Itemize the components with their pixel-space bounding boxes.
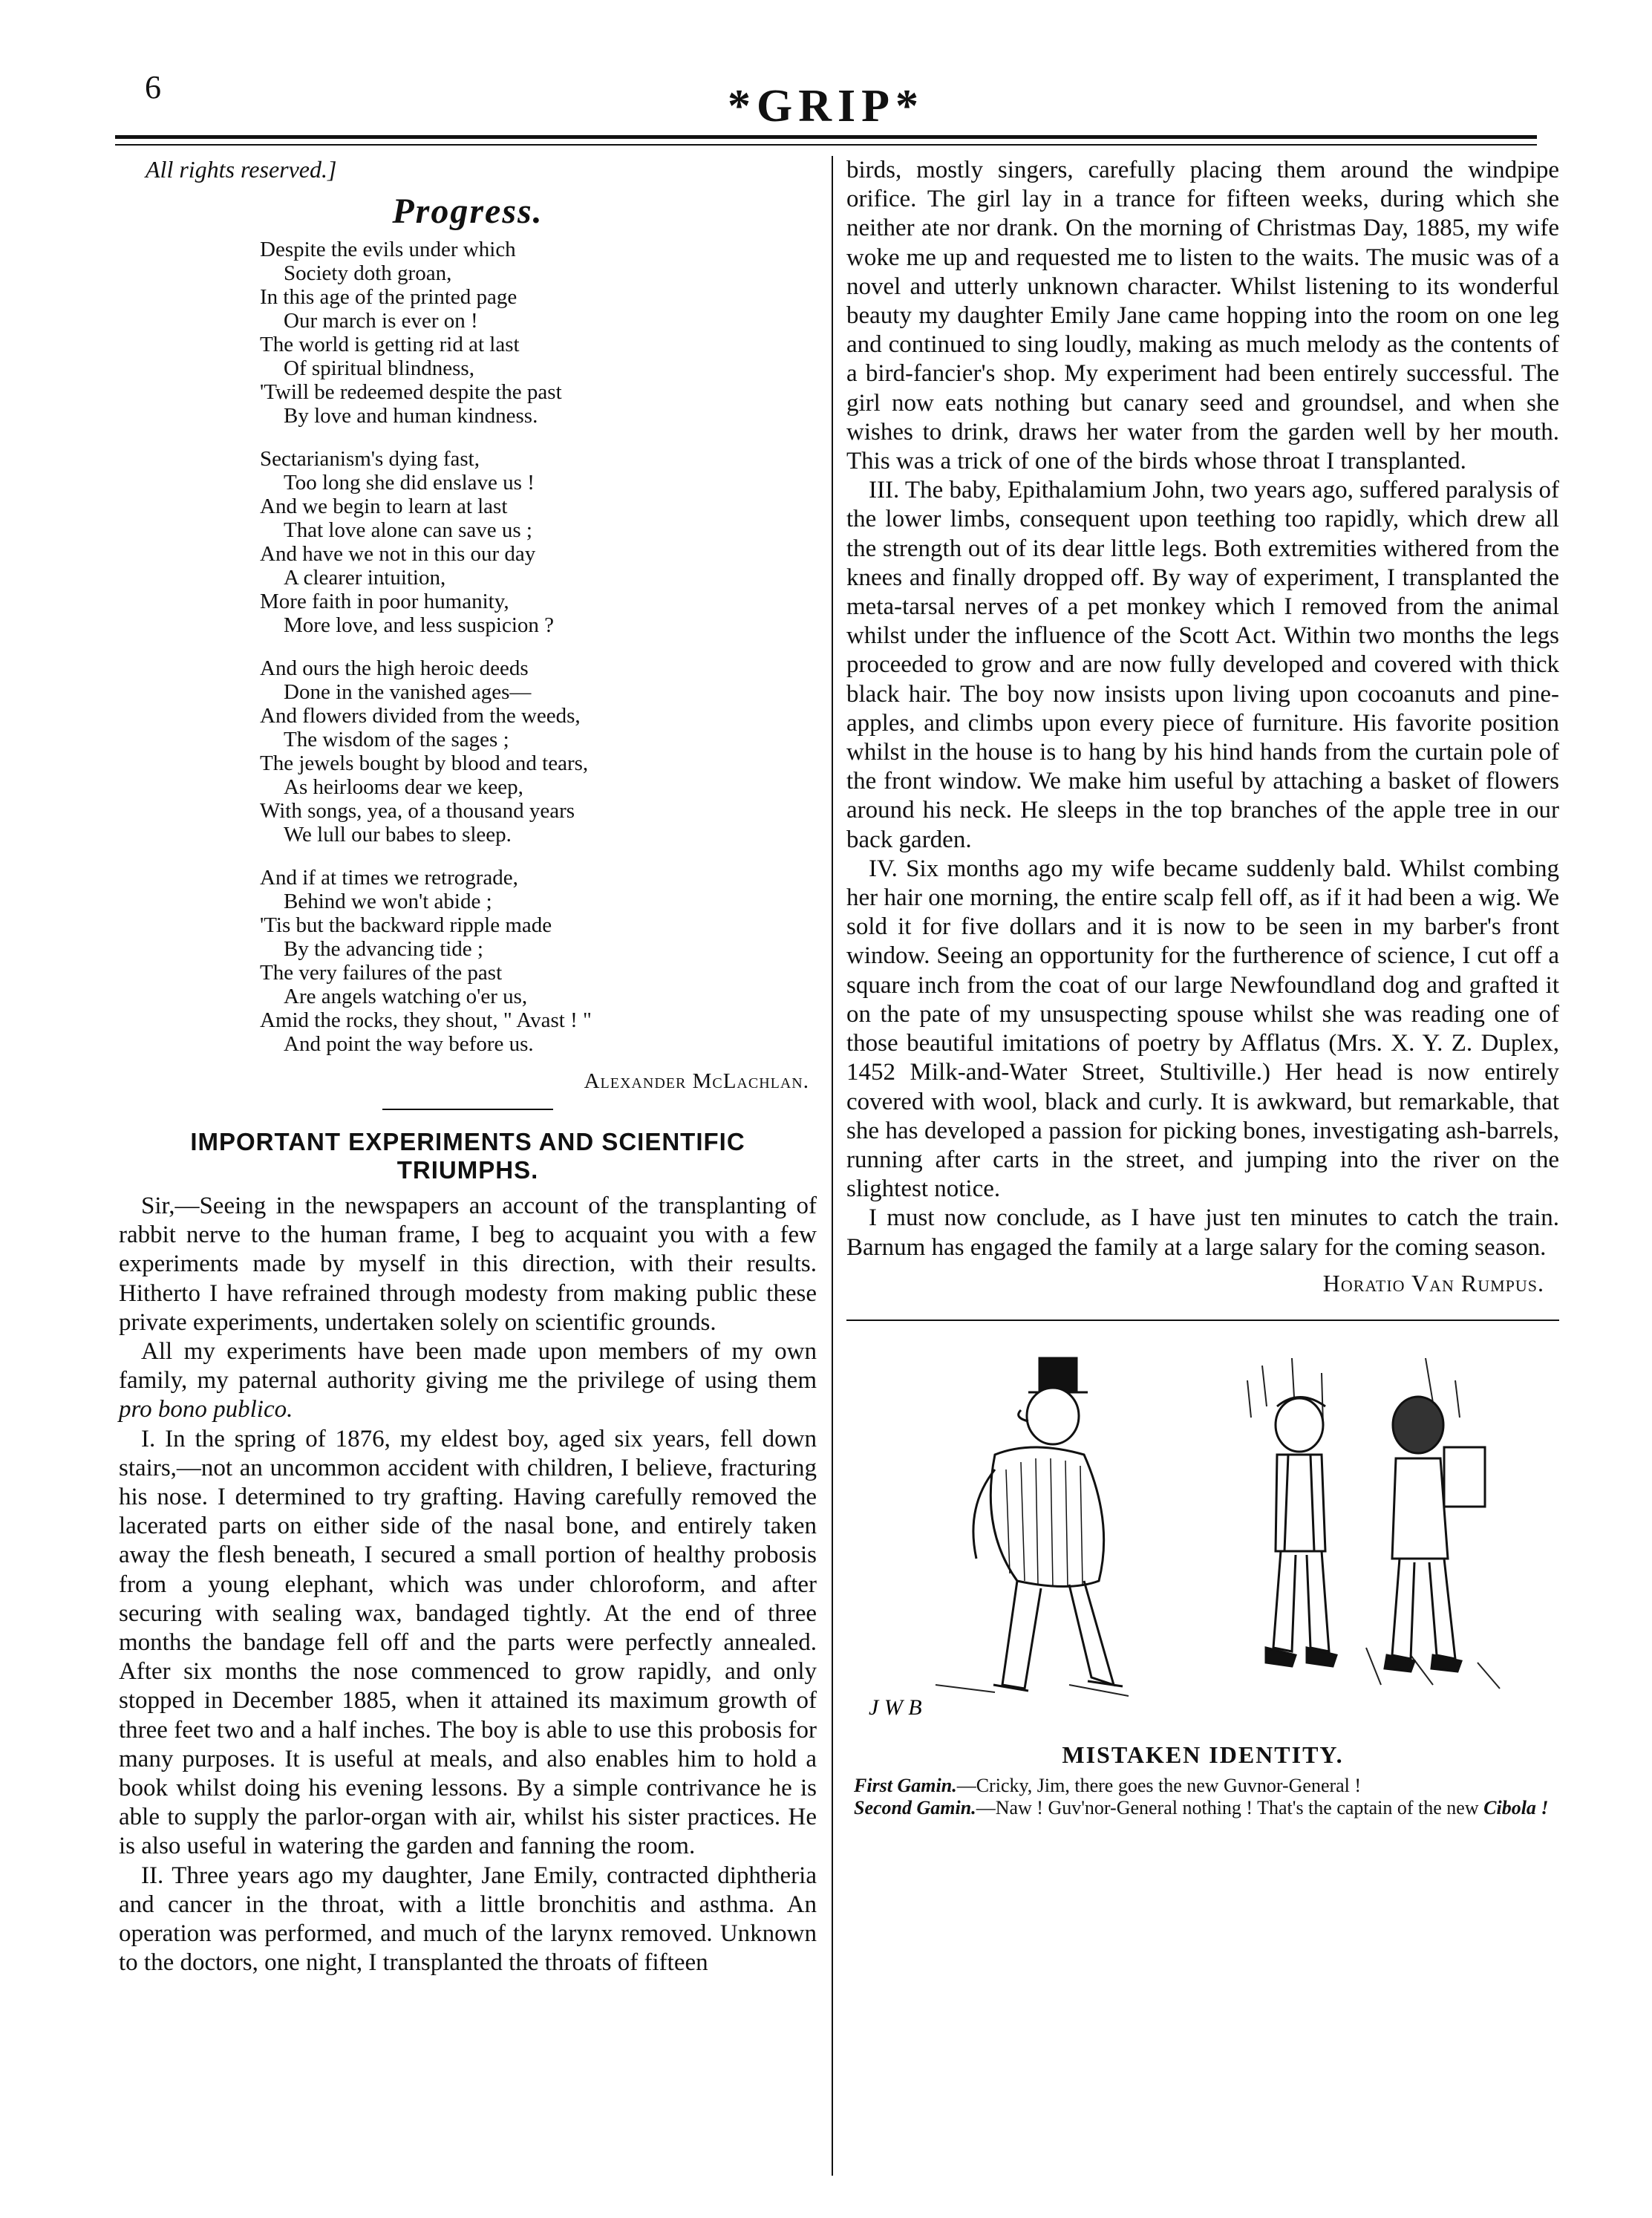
header-rule-thick — [115, 135, 1537, 139]
poem — [260, 238, 817, 1056]
poem-line: And have we not in this our day — [260, 542, 536, 566]
masthead: *GRIP* — [728, 81, 924, 131]
poem-line: The wisdom of the sages ; — [284, 728, 509, 751]
cartoon-drawing — [846, 1336, 1559, 1737]
poem-line: As heirlooms dear we keep, — [284, 775, 523, 799]
poem-line: A clearer intuition, — [284, 566, 446, 590]
poem-stanza — [260, 866, 817, 1056]
page-number: 6 — [145, 69, 161, 105]
section-divider — [382, 1109, 553, 1110]
poem-author: Alexander McLachlan. — [584, 1069, 809, 1093]
poem-line: Done in the vanished ages— — [284, 680, 532, 704]
article-body-right — [846, 156, 1559, 1262]
cartoon-divider — [846, 1320, 1559, 1321]
poem-line: We lull our babes to sleep. — [284, 823, 512, 847]
poem-line: Behind we won't abide ; — [284, 890, 492, 913]
poem-title: Progress. — [392, 192, 543, 231]
poem-stanza — [260, 447, 817, 637]
poem-line: In this age of the printed page — [260, 285, 518, 309]
poem-line: Are angels watching o'er us, — [284, 985, 528, 1008]
caption-line: —Naw ! Guv'nor-General nothing ! That's the captain of the new — [976, 1796, 1484, 1819]
poem-line: By the advancing tide ; — [284, 937, 483, 961]
article-body-left — [119, 1192, 817, 1977]
artist-signature: J W B — [869, 1695, 922, 1720]
poem-line: By love and human kindness. — [284, 404, 538, 428]
poem-line: The very failures of the past — [260, 961, 503, 985]
article-paragraph — [119, 1337, 817, 1425]
poem-line: Despite the evils under which — [260, 238, 516, 261]
cartoon-title: MISTAKEN IDENTITY. — [1062, 1741, 1344, 1768]
cartoon-caption — [854, 1775, 1552, 1819]
speaker-label: Second Gamin. — [854, 1796, 976, 1819]
poem-line: Our march is ever on ! — [284, 309, 478, 333]
poem-line: Society doth groan, — [284, 261, 452, 285]
poem-line: And point the way before us. — [284, 1032, 534, 1056]
poem-line: The world is getting rid at last — [260, 333, 520, 356]
poem-line: And we begin to learn at last — [260, 495, 508, 518]
poem-line: More faith in poor humanity, — [260, 590, 509, 613]
poem-line: The jewels bought by blood and tears, — [260, 751, 589, 775]
article-paragraph: IV. Six months ago my wife became suddenly bald. Whilst combing her hair one morning, the entire scalp fell off, as if it had been a wig. We sold it for five dollars and it is now to be seen in my barber's front window. Seeing an opportunity for the furtherence of science, I cut off a square inch from the coat of our large Newfoundland dog and grafted it on the pate of my unsuspecting spouse whilst she was reading one of those beautiful imitations of poetry by Afflatus (Mrs. X. Y. Z. Duplex, 1452 Milk-and-Water Street, Stultiville.) Her head is now entirely covered with wool, black and curly. It is awkward, but remarkable, that she has developed a passion for picking bones, investigating ash-barrels, running after carts in the street, and jumping into the river on the slightest notice. — [846, 855, 1559, 1203]
article-paragraph: Sir,—Seeing in the newspapers an account of the transplanting of rabbit nerve to the human frame, I beg to acquaint you with a few experiments made by myself in this direction, with their results. Hitherto I have refrained through modesty from making public these private experiments, undertaken solely on scientific grounds. — [119, 1193, 817, 1336]
article-paragraph: birds, mostly singers, carefully placing them around the windpipe orifice. The girl lay in a trance for fifteen weeks, during which she neither ate nor drank. On the morning of Christmas Day, 1885, my wife woke me up and requested me to listen to the waits. The music was of a novel and utterly unknown character. Whilst listening to its wonderful beauty my daughter Emily Jane came hopping into the room on one leg and continued to sing loudly, making as much melody as the contents of a bird-fancier's shop. My experiment had been entirely successful. The girl now eats nothing but canary seed and groundsel, and when she wishes to drink, draws her water from the garden well by her mouth. This was a trick of one of the birds whose throat I transplanted. — [846, 157, 1559, 475]
poem-line: More love, and less suspicion ? — [284, 613, 555, 637]
article-paragraph: II. Three years ago my daughter, Jane Emily, contracted diphtheria and cancer in the throat, with a little bronchitis and asthma. An operation was performed, and much of the larynx removed. Unknown to the doctors, one night, I transplanted the throats of fifteen — [119, 1862, 817, 1977]
poem-line: That love alone can save us ; — [284, 518, 532, 542]
cartoon-illustration — [846, 1336, 1559, 1737]
article-text: All my experiments have been made upon members of my own family, my paternal authority giving me the privilege of using them — [119, 1338, 817, 1395]
speaker-label: First Gamin. — [854, 1774, 957, 1796]
left-column — [119, 156, 817, 1977]
poem-line: And ours the high heroic deeds — [260, 656, 529, 680]
ship-name: Cibola ! — [1483, 1796, 1549, 1819]
poem-line: Sectarianism's dying fast, — [260, 447, 480, 471]
article-headline-line-2: TRIUMPHS. — [396, 1156, 539, 1184]
poem-line: With songs, yea, of a thousand years — [260, 799, 575, 823]
column-divider — [832, 156, 833, 2176]
poem-line: 'Tis but the backward ripple made — [260, 913, 552, 937]
article-headline-line-1: IMPORTANT EXPERIMENTS AND SCIENTIFIC — [190, 1128, 745, 1155]
article-paragraph: I must now conclude, as I have just ten minutes to catch the train. Barnum has engaged the family at a large salary for the coming season. — [846, 1204, 1559, 1261]
caption-line: —Cricky, Jim, there goes the new Guvnor-General ! — [956, 1774, 1362, 1796]
poem-line: Too long she did enslave us ! — [284, 471, 535, 495]
poem-stanza — [260, 656, 817, 847]
poem-line: Amid the rocks, they shout, " Avast ! " — [260, 1008, 592, 1032]
right-column — [846, 156, 1559, 1819]
header-rule-thin — [115, 144, 1537, 146]
poem-line: And flowers divided from the weeds, — [260, 704, 581, 728]
poem-line: And if at times we retrograde, — [260, 866, 518, 890]
poem-stanza — [260, 238, 817, 428]
article-latin-phrase: pro bono publico. — [119, 1396, 293, 1423]
article-headline — [119, 1128, 817, 1184]
article-paragraph: III. The baby, Epithalamium John, two years ago, suffered paralysis of the lower limbs, consequent upon teething too rapidly, which drew all the strength out of its dear little legs. Both extremities withered from the knees and finally dropped off. By way of experiment, I transplanted the meta-tarsal nerves of a pet monkey which I removed from the animal whilst under the influence of the Scott Act. Within two months the legs proceeded to grow and are now fully developed and covered with thick black hair. The boy now insists upon living upon cocoanuts and pine-apples, and climbs upon every piece of furniture. His favorite position whilst in the house is to hang by his hind hands from the curtain pole of the front window. We make him useful by attaching a basket of flowers around his neck. He sleeps in the top branches of the apple tree in our back garden. — [846, 477, 1559, 853]
article-signature: Horatio Van Rumpus. — [1322, 1269, 1544, 1296]
article-paragraph: I. In the spring of 1876, my eldest boy, aged six years, fell down stairs,—not an uncommon accident with children, I believe, fracturing his nose. I determined to try grafting. Having carefully removed the lacerated parts on either side of the nasal bone, and entirely taken away the flesh beneath, I secured a small portion of healthy probosis from a young elephant, which was under chloroform, and after securing with sealing wax, bandaged tightly. At the end of three months the bandage fell off and the parts were perfectly annealed. After six months the nose commenced to grow rapidly, and only stopped in December 1885, when it attained its maximum growth of three feet two and a half inches. The boy is able to use this probosis for many purposes. It is useful at meals, and also enables him to hold a book whilst doing his evening lessons. By a simple contrivance he is able to supply the parlor-organ with air, whilst his sister practices. He is also useful in watering the garden and fanning the room. — [119, 1425, 817, 1860]
rights-notice: All rights reserved.] — [146, 156, 337, 183]
poem-line: 'Twill be redeemed despite the past — [260, 380, 562, 404]
poem-line: Of spiritual blindness, — [284, 356, 474, 380]
